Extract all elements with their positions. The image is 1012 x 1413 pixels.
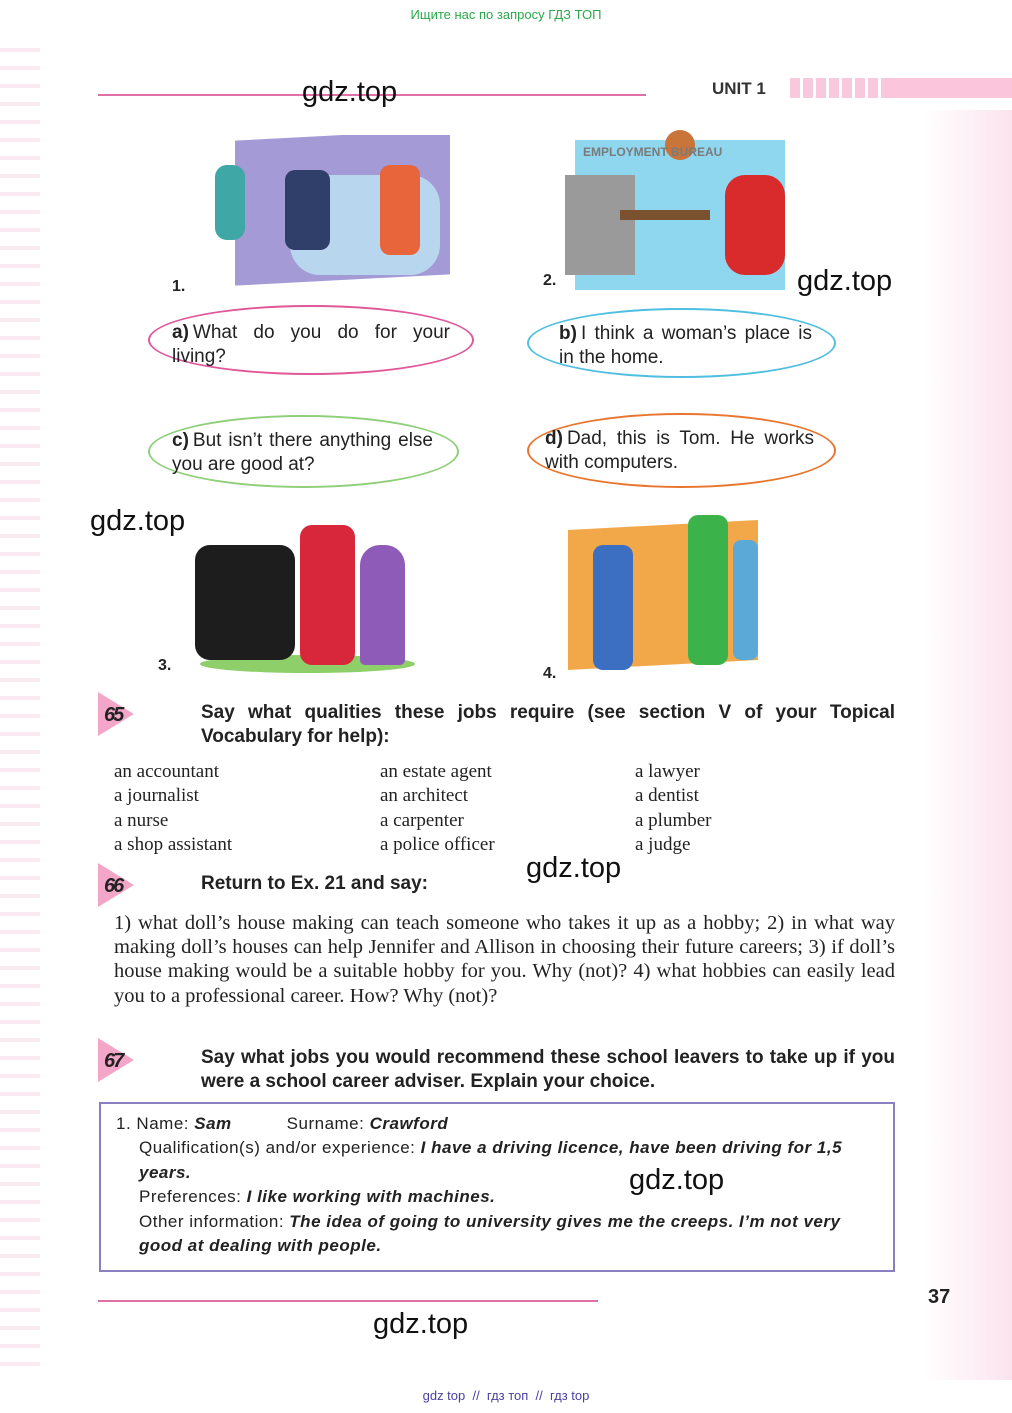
bubble-text: What do you do for your living? — [172, 322, 450, 367]
job-item: an estate agent — [380, 761, 492, 782]
bubble-letter: a) — [172, 322, 189, 343]
surname-value: Crawford — [369, 1114, 449, 1133]
watermark: gdz.top — [373, 1308, 469, 1340]
unit-label: UNIT 1 — [712, 79, 766, 98]
speech-bubble-d — [527, 413, 836, 488]
qualification-value: I have a driving licence, have been driving for 1,5 years. — [139, 1138, 843, 1182]
watermark: gdz.top — [797, 265, 893, 297]
job-item: a carpenter — [380, 809, 464, 831]
speech-bubble-c — [148, 415, 459, 488]
left-edge-decoration — [0, 40, 40, 1380]
bubble-text: Dad, this is Tom. He works with computers. — [545, 428, 814, 473]
bubble-text: I think a woman’s place is in the home. — [559, 323, 812, 368]
job-item: a shop assistant — [114, 833, 233, 855]
job-item: a police officer — [380, 833, 495, 855]
illustration-2-employment-bureau — [565, 125, 795, 290]
qualification-label: Qualification(s) and/or experience: — [139, 1138, 416, 1158]
footer-rule — [98, 1300, 598, 1302]
exercise-marker-65 — [98, 692, 134, 736]
unit-bar-solid — [885, 78, 1012, 98]
card-index: 1. — [116, 1114, 132, 1133]
jobs-column-1 — [114, 760, 232, 857]
jobs-column-3 — [635, 760, 712, 857]
speech-bubble-a — [148, 305, 474, 375]
picture-1-label: 1. — [172, 278, 186, 295]
bubble-letter: b) — [559, 323, 577, 344]
bubble-letter: c) — [172, 430, 189, 451]
picture-4-label: 4. — [543, 665, 557, 682]
exercise-66-heading: Return to Ex. 21 and say: — [201, 873, 429, 894]
exercise-67-heading: Say what jobs you would recommend these school leavers to take up if you were a school career adviser. Explain your choice. — [201, 1047, 895, 1092]
preferences-label: Preferences: — [139, 1187, 242, 1207]
other-info-value: The idea of going to university gives me the creeps. I’m not very good at dealing with people. — [139, 1211, 841, 1256]
watermark: gdz.top — [302, 76, 398, 108]
job-item: a dentist — [635, 785, 699, 807]
exercise-66-text: 1) what doll’s house making can teach someone who takes it up as a hobby; 2) in what way making doll’s houses can help Jennifer and Allison in choosing their future careers; 3) if doll’s house making would be a suitable hobby for you. Why (not)? 4) what hobbies can easily lead you to a professional career. How? Why (not)? — [114, 912, 895, 1007]
surname-label: Surname: — [286, 1114, 365, 1133]
job-item: a plumber — [635, 809, 712, 831]
page-edge-decoration — [925, 110, 1012, 1380]
preferences-value: I like working with machines. — [246, 1187, 496, 1207]
illustration-1-interview — [205, 135, 450, 290]
picture-3-label: 3. — [158, 657, 172, 674]
top-banner[interactable]: Ищите нас по запросу ГДЗ ТОП — [410, 7, 602, 22]
exercise-number: 66 — [104, 875, 123, 897]
name-label: Name: — [136, 1114, 189, 1133]
exercise-marker-66 — [98, 863, 134, 907]
job-item: a journalist — [114, 785, 199, 807]
footer-links[interactable]: gdz top // гдз топ // гдз top — [422, 1388, 590, 1403]
page-number: 37 — [928, 1286, 951, 1308]
picture-2-label: 2. — [543, 272, 557, 289]
exercise-number: 65 — [104, 704, 123, 726]
watermark: gdz.top — [629, 1164, 725, 1196]
exercise-marker-67 — [98, 1038, 134, 1082]
other-info-label: Other information: — [139, 1211, 285, 1231]
watermark: gdz.top — [90, 505, 186, 537]
illustration-3-reception — [190, 505, 425, 675]
unit-bar — [790, 78, 885, 98]
job-item: a nurse — [114, 809, 169, 831]
speech-bubble-b — [527, 308, 836, 378]
jobs-column-2 — [380, 760, 495, 857]
name-value: Sam — [194, 1114, 232, 1133]
exercise-65-heading: Say what qualities these jobs require (see section V of your Topical Vocabulary for help): — [201, 702, 895, 747]
school-leaver-card — [99, 1102, 895, 1272]
job-item: an accountant — [114, 761, 219, 782]
illustration-4-meeting — [568, 500, 778, 680]
job-item: a judge — [635, 833, 691, 855]
exercise-number: 67 — [104, 1050, 123, 1072]
job-item: an architect — [380, 785, 469, 807]
bubble-text: But isn’t there anything else you are good at? — [172, 430, 433, 475]
job-item: a lawyer — [635, 761, 700, 782]
bubble-letter: d) — [545, 428, 563, 449]
watermark: gdz.top — [526, 852, 622, 884]
bureau-sign: EMPLOYMENT BUREAU — [583, 145, 723, 159]
